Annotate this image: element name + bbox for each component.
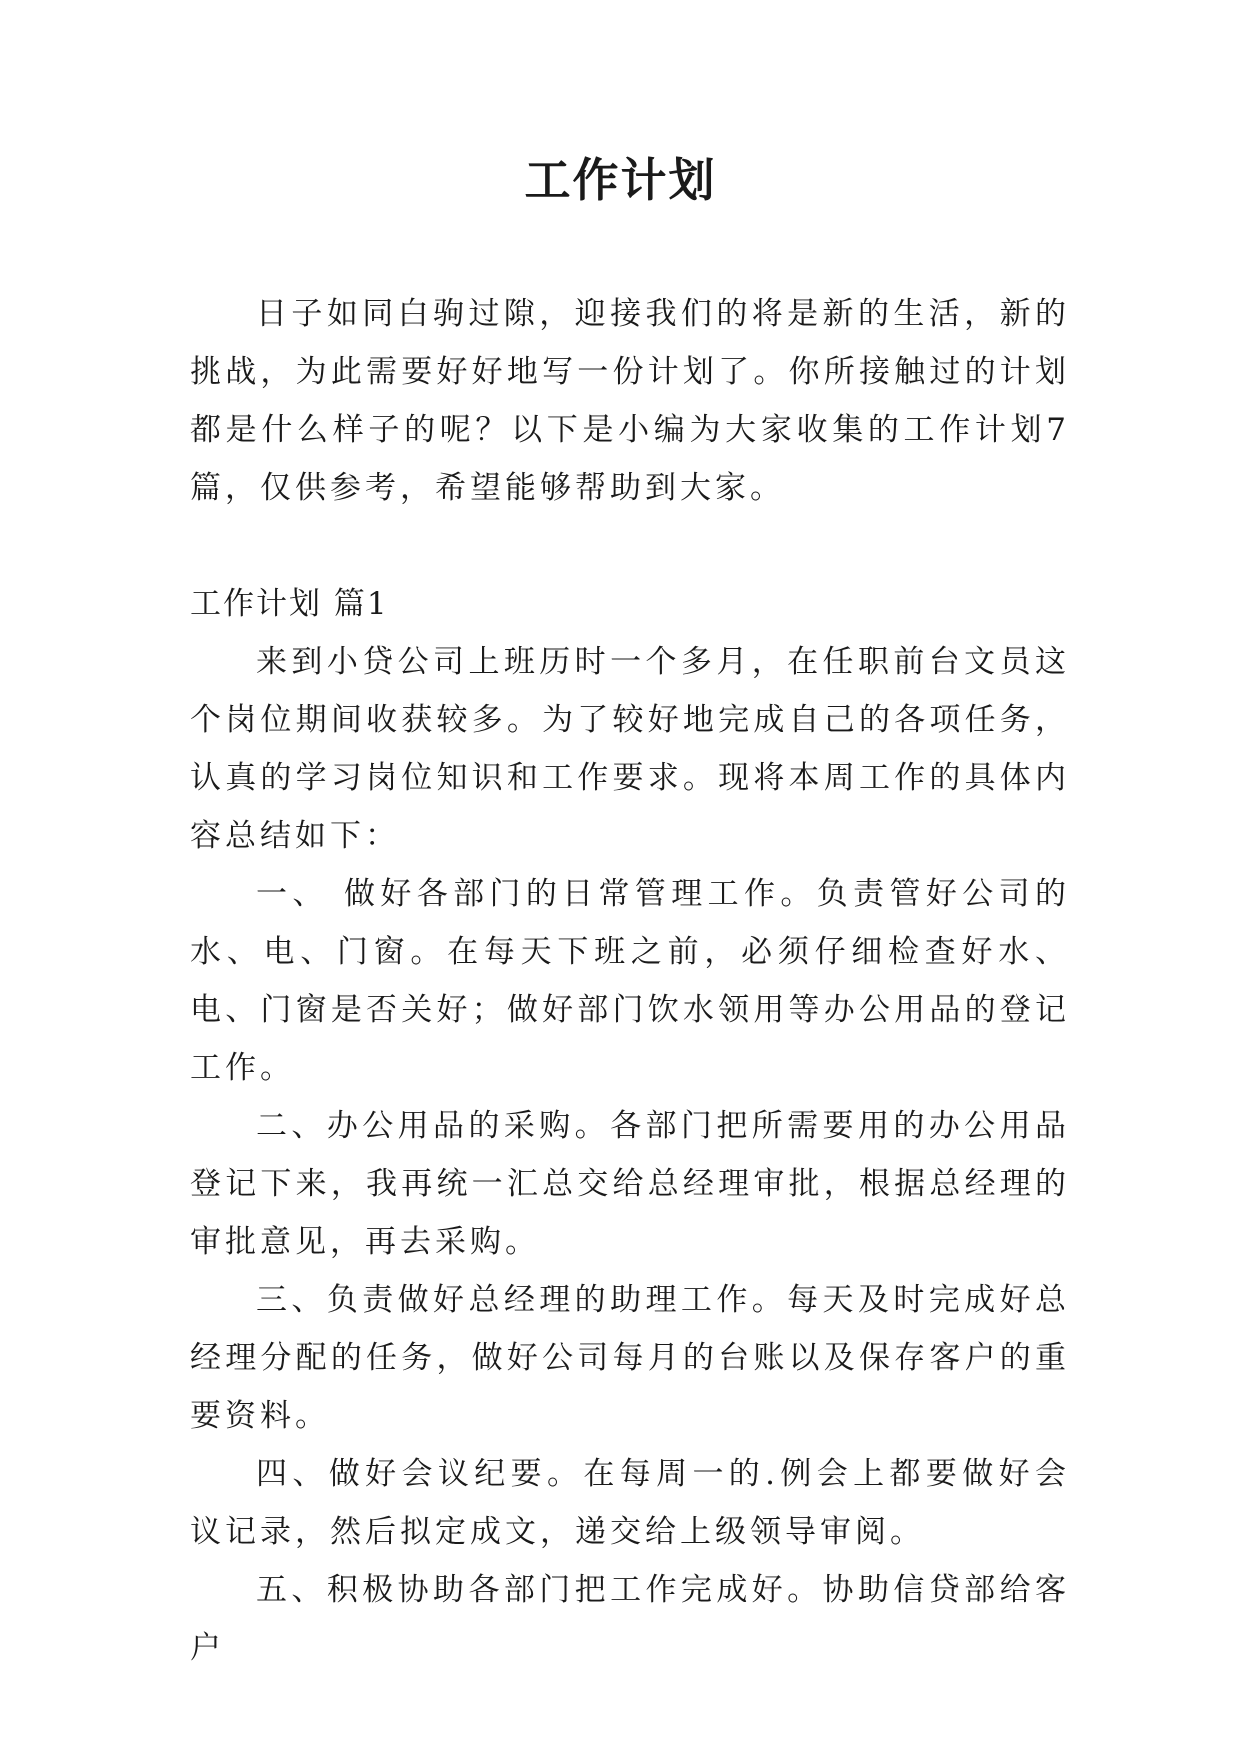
body-paragraph: 二、办公用品的采购。各部门把所需要用的办公用品登记下来，我再统一汇总交给总经理审批，根据总经理的审批意见，再去采购。 [190, 1108, 1070, 1260]
body-paragraph: 五、积极协助各部门把工作完成好。协助信贷部给客户 [190, 1572, 1070, 1666]
document-title: 工作计划 [524, 153, 717, 207]
body-paragraph: 来到小贷公司上班历时一个多月，在任职前台文员这个岗位期间收获较多。为了较好地完成自己的各项任务，认真的学习岗位知识和工作要求。现将本周工作的具体内容总结如下： [190, 644, 1070, 854]
body-paragraph: 四、做好会议纪要。在每周一的.例会上都要做好会议记录，然后拟定成文，递交给上级领导审阅。 [190, 1456, 1070, 1550]
section-heading: 工作计划 篇1 [190, 586, 389, 622]
body-paragraph: 三、负责做好总经理的助理工作。每天及时完成好总经理分配的任务，做好公司每月的台账以及保存客户的重要资料。 [190, 1282, 1070, 1434]
intro-paragraph: 日子如同白驹过隙，迎接我们的将是新的生活，新的挑战，为此需要好好地写一份计划了。你所接触过的计划都是什么样子的呢？以下是小编为大家收集的工作计划7篇，仅供参考，希望能够帮助到大家。 [190, 296, 1070, 506]
body-paragraph: 一、 做好各部门的日常管理工作。负责管好公司的水、电、门窗。在每天下班之前，必须仔细检查好水、电、门窗是否关好；做好部门饮水领用等办公用品的登记工作。 [190, 876, 1070, 1086]
document-body [190, 285, 1070, 1677]
